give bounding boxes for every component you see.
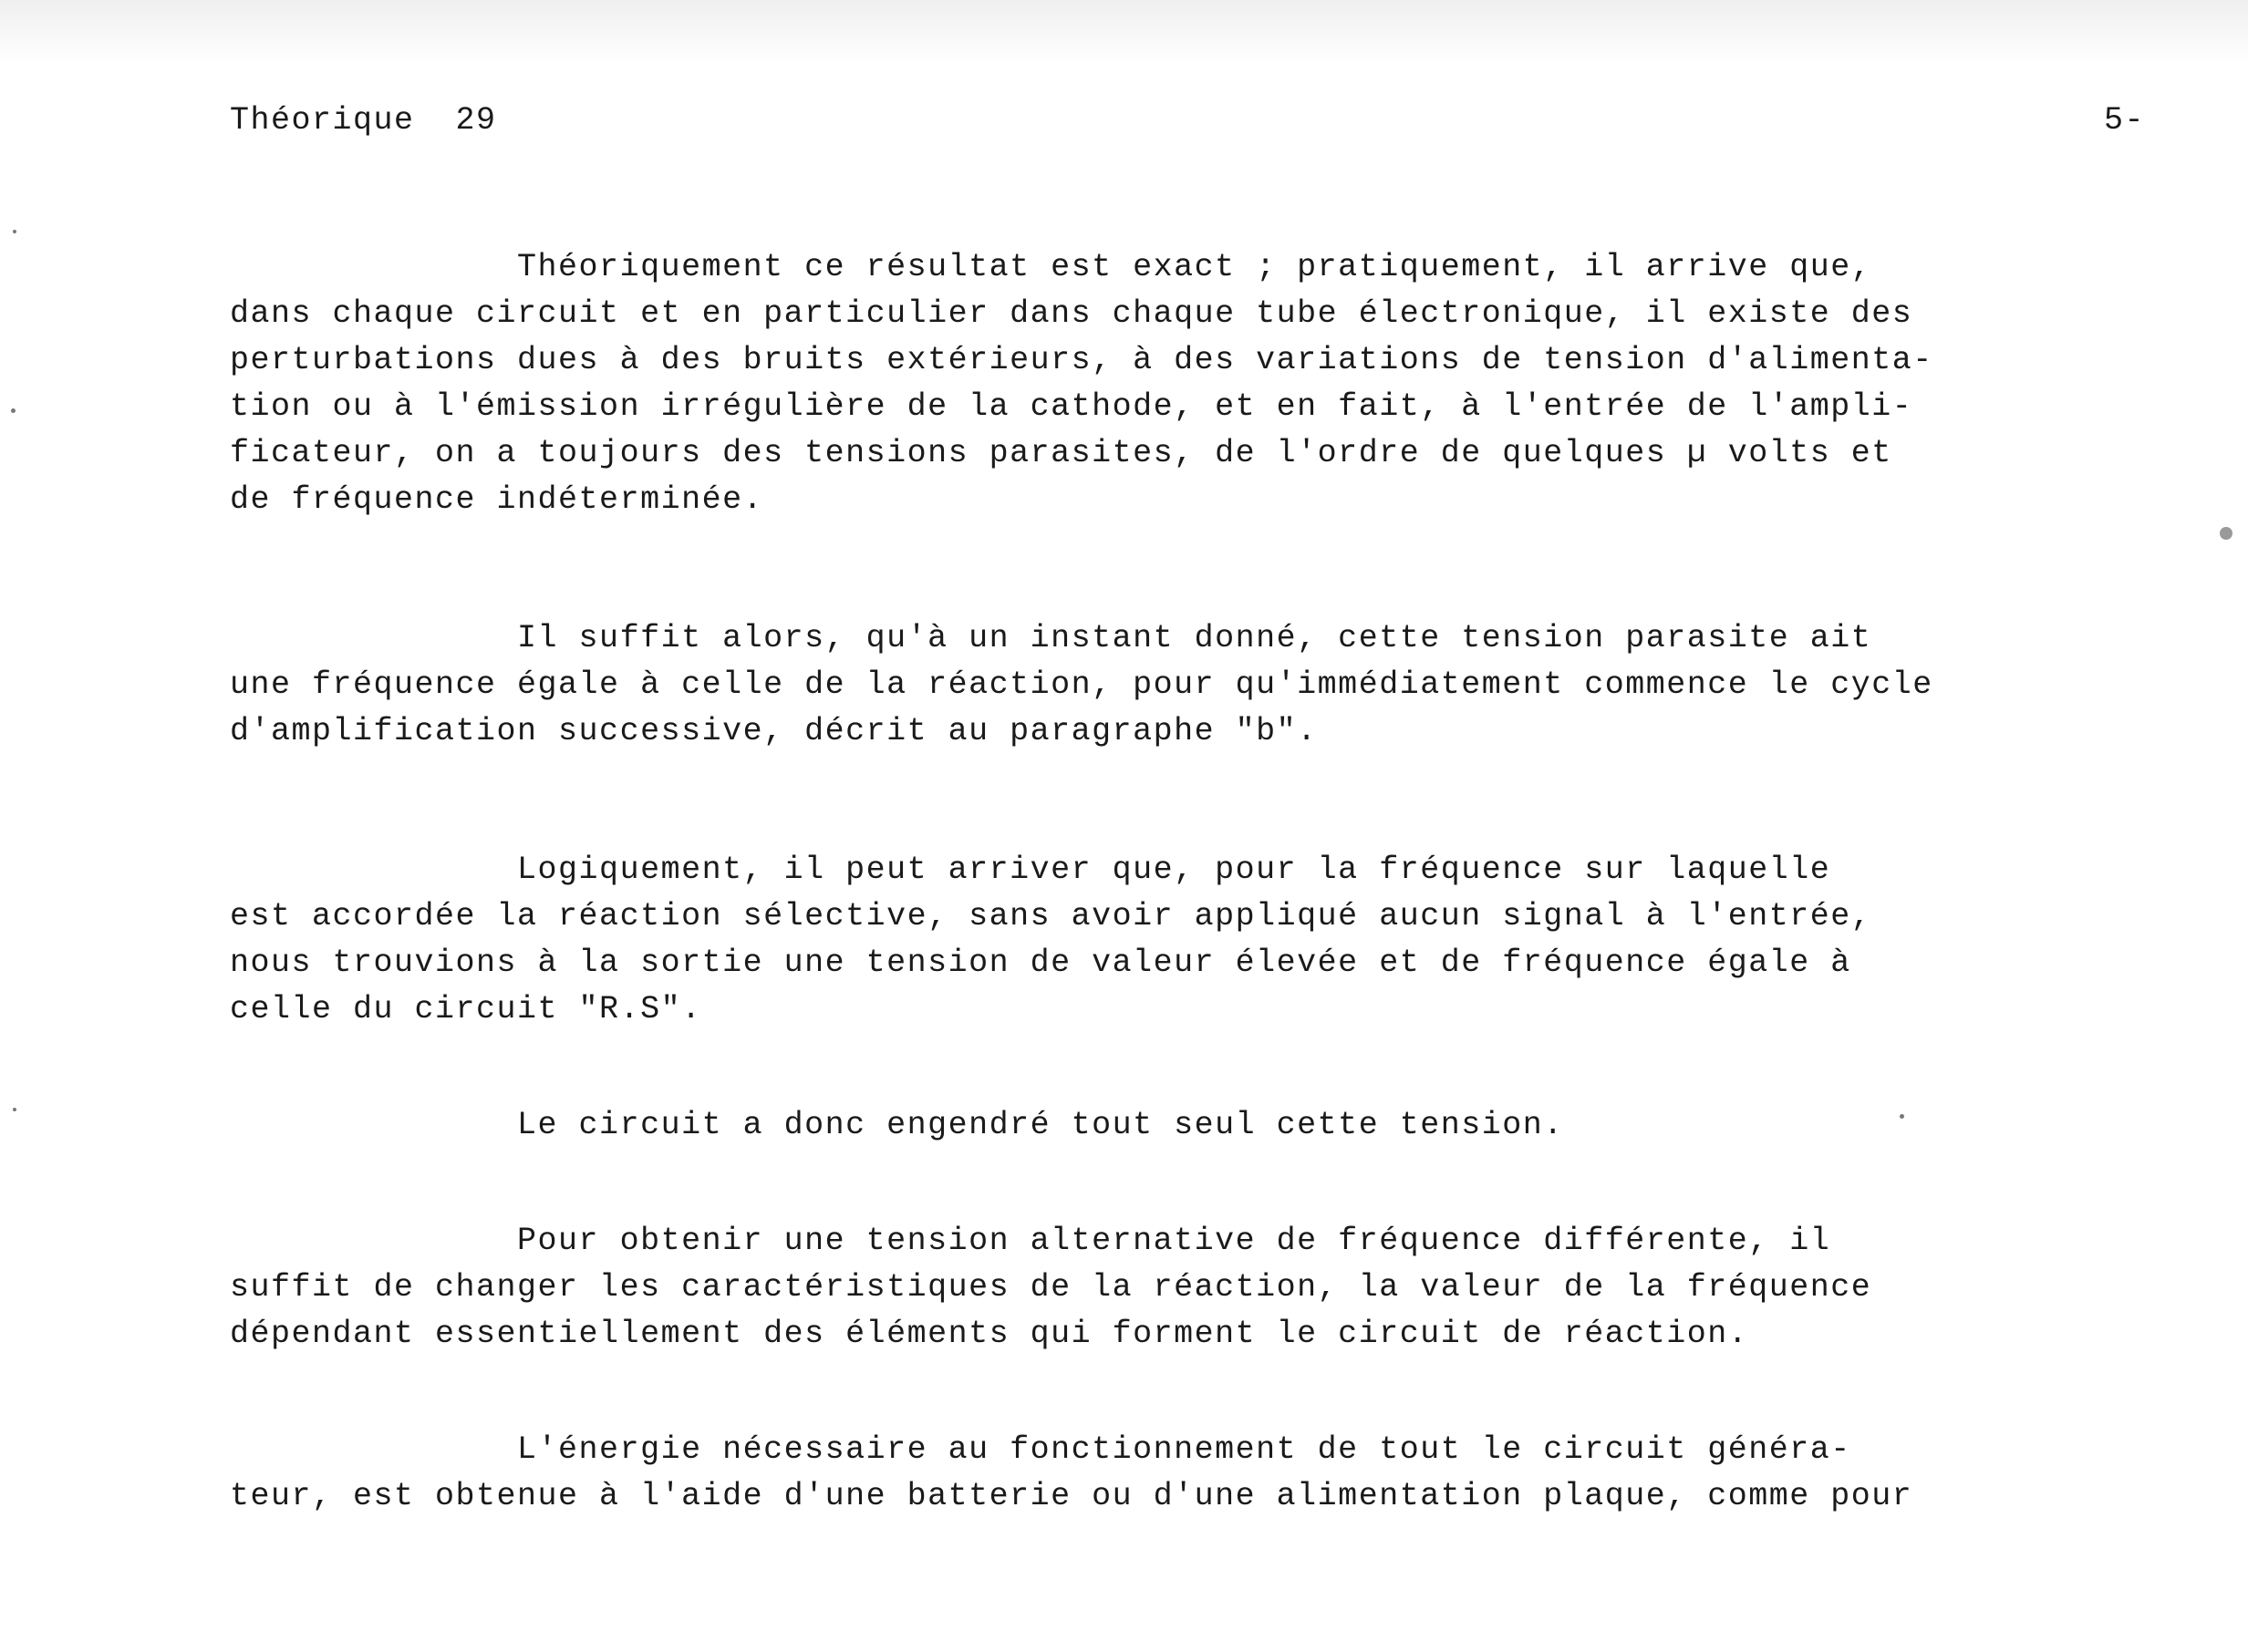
page-header: [230, 102, 2145, 148]
page-number: 5-: [2103, 102, 2145, 139]
paragraph-line: est accordée la réaction sélective, sans avoir appliqué aucun signal à l'entrée,: [230, 898, 1872, 934]
paragraph: [230, 847, 2163, 1033]
paragraph-line: Le circuit a donc engendré tout seul cette tension.: [230, 1107, 1564, 1143]
scan-speck: [13, 1108, 16, 1111]
paragraph-line: perturbations dues à des bruits extérieurs, à des variations de tension d'alimenta-: [230, 342, 1933, 378]
scan-shadow: [0, 0, 2248, 64]
paragraph-line: dépendant essentiellement des éléments qui forment le circuit de réaction.: [230, 1316, 1749, 1352]
scan-speck: [2220, 527, 2232, 540]
paragraph: [230, 615, 2163, 755]
header-title: Théorique 29: [230, 102, 497, 139]
paragraph-line: nous trouvions à la sortie une tension de valeur élevée et de fréquence égale à: [230, 945, 1851, 981]
paragraph: [230, 1102, 2163, 1149]
paragraph-line: de fréquence indéterminée.: [230, 481, 764, 518]
paragraph-line: L'énergie nécessaire au fonctionnement de tout le circuit généra-: [230, 1431, 1851, 1468]
paragraph-gap: [230, 755, 2163, 847]
scan-speck: [13, 230, 16, 233]
paragraph-line: tion ou à l'émission irrégulière de la cathode, et en fait, à l'entrée de l'ampli-: [230, 388, 1913, 425]
paragraph-gap: [230, 1033, 2163, 1102]
paragraph: [230, 244, 2163, 523]
paragraph-line: une fréquence égale à celle de la réaction, pour qu'immédiatement commence le cycle: [230, 666, 1933, 703]
scan-speck: [11, 408, 16, 413]
paragraph-gap: [230, 1149, 2163, 1218]
paragraph-line: Il suffit alors, qu'à un instant donné, cette tension parasite ait: [230, 620, 1872, 656]
paragraph-gap: [230, 523, 2163, 615]
paragraph: [230, 1218, 2163, 1358]
document-body: [230, 244, 2163, 1520]
paragraph-line: Théoriquement ce résultat est exact ; pratiquement, il arrive que,: [230, 249, 1872, 285]
paragraph-gap: [230, 1358, 2163, 1427]
scan-speck: [1900, 1114, 1904, 1119]
paragraph-line: Logiquement, il peut arriver que, pour la fréquence sur laquelle: [230, 852, 1831, 888]
paragraph-line: teur, est obtenue à l'aide d'une batterie ou d'une alimentation plaque, comme pour: [230, 1478, 1913, 1514]
paragraph-line: dans chaque circuit et en particulier dans chaque tube électronique, il existe des: [230, 295, 1913, 332]
paragraph-line: d'amplification successive, décrit au paragraphe "b".: [230, 713, 1318, 749]
paragraph-line: suffit de changer les caractéristiques de la réaction, la valeur de la fréquence: [230, 1269, 1872, 1306]
paragraph: [230, 1427, 2163, 1520]
paragraph-line: ficateur, on a toujours des tensions parasites, de l'ordre de quelques µ volts et: [230, 435, 1892, 471]
paragraph-line: celle du circuit "R.S".: [230, 991, 702, 1027]
paragraph-line: Pour obtenir une tension alternative de fréquence différente, il: [230, 1223, 1831, 1259]
